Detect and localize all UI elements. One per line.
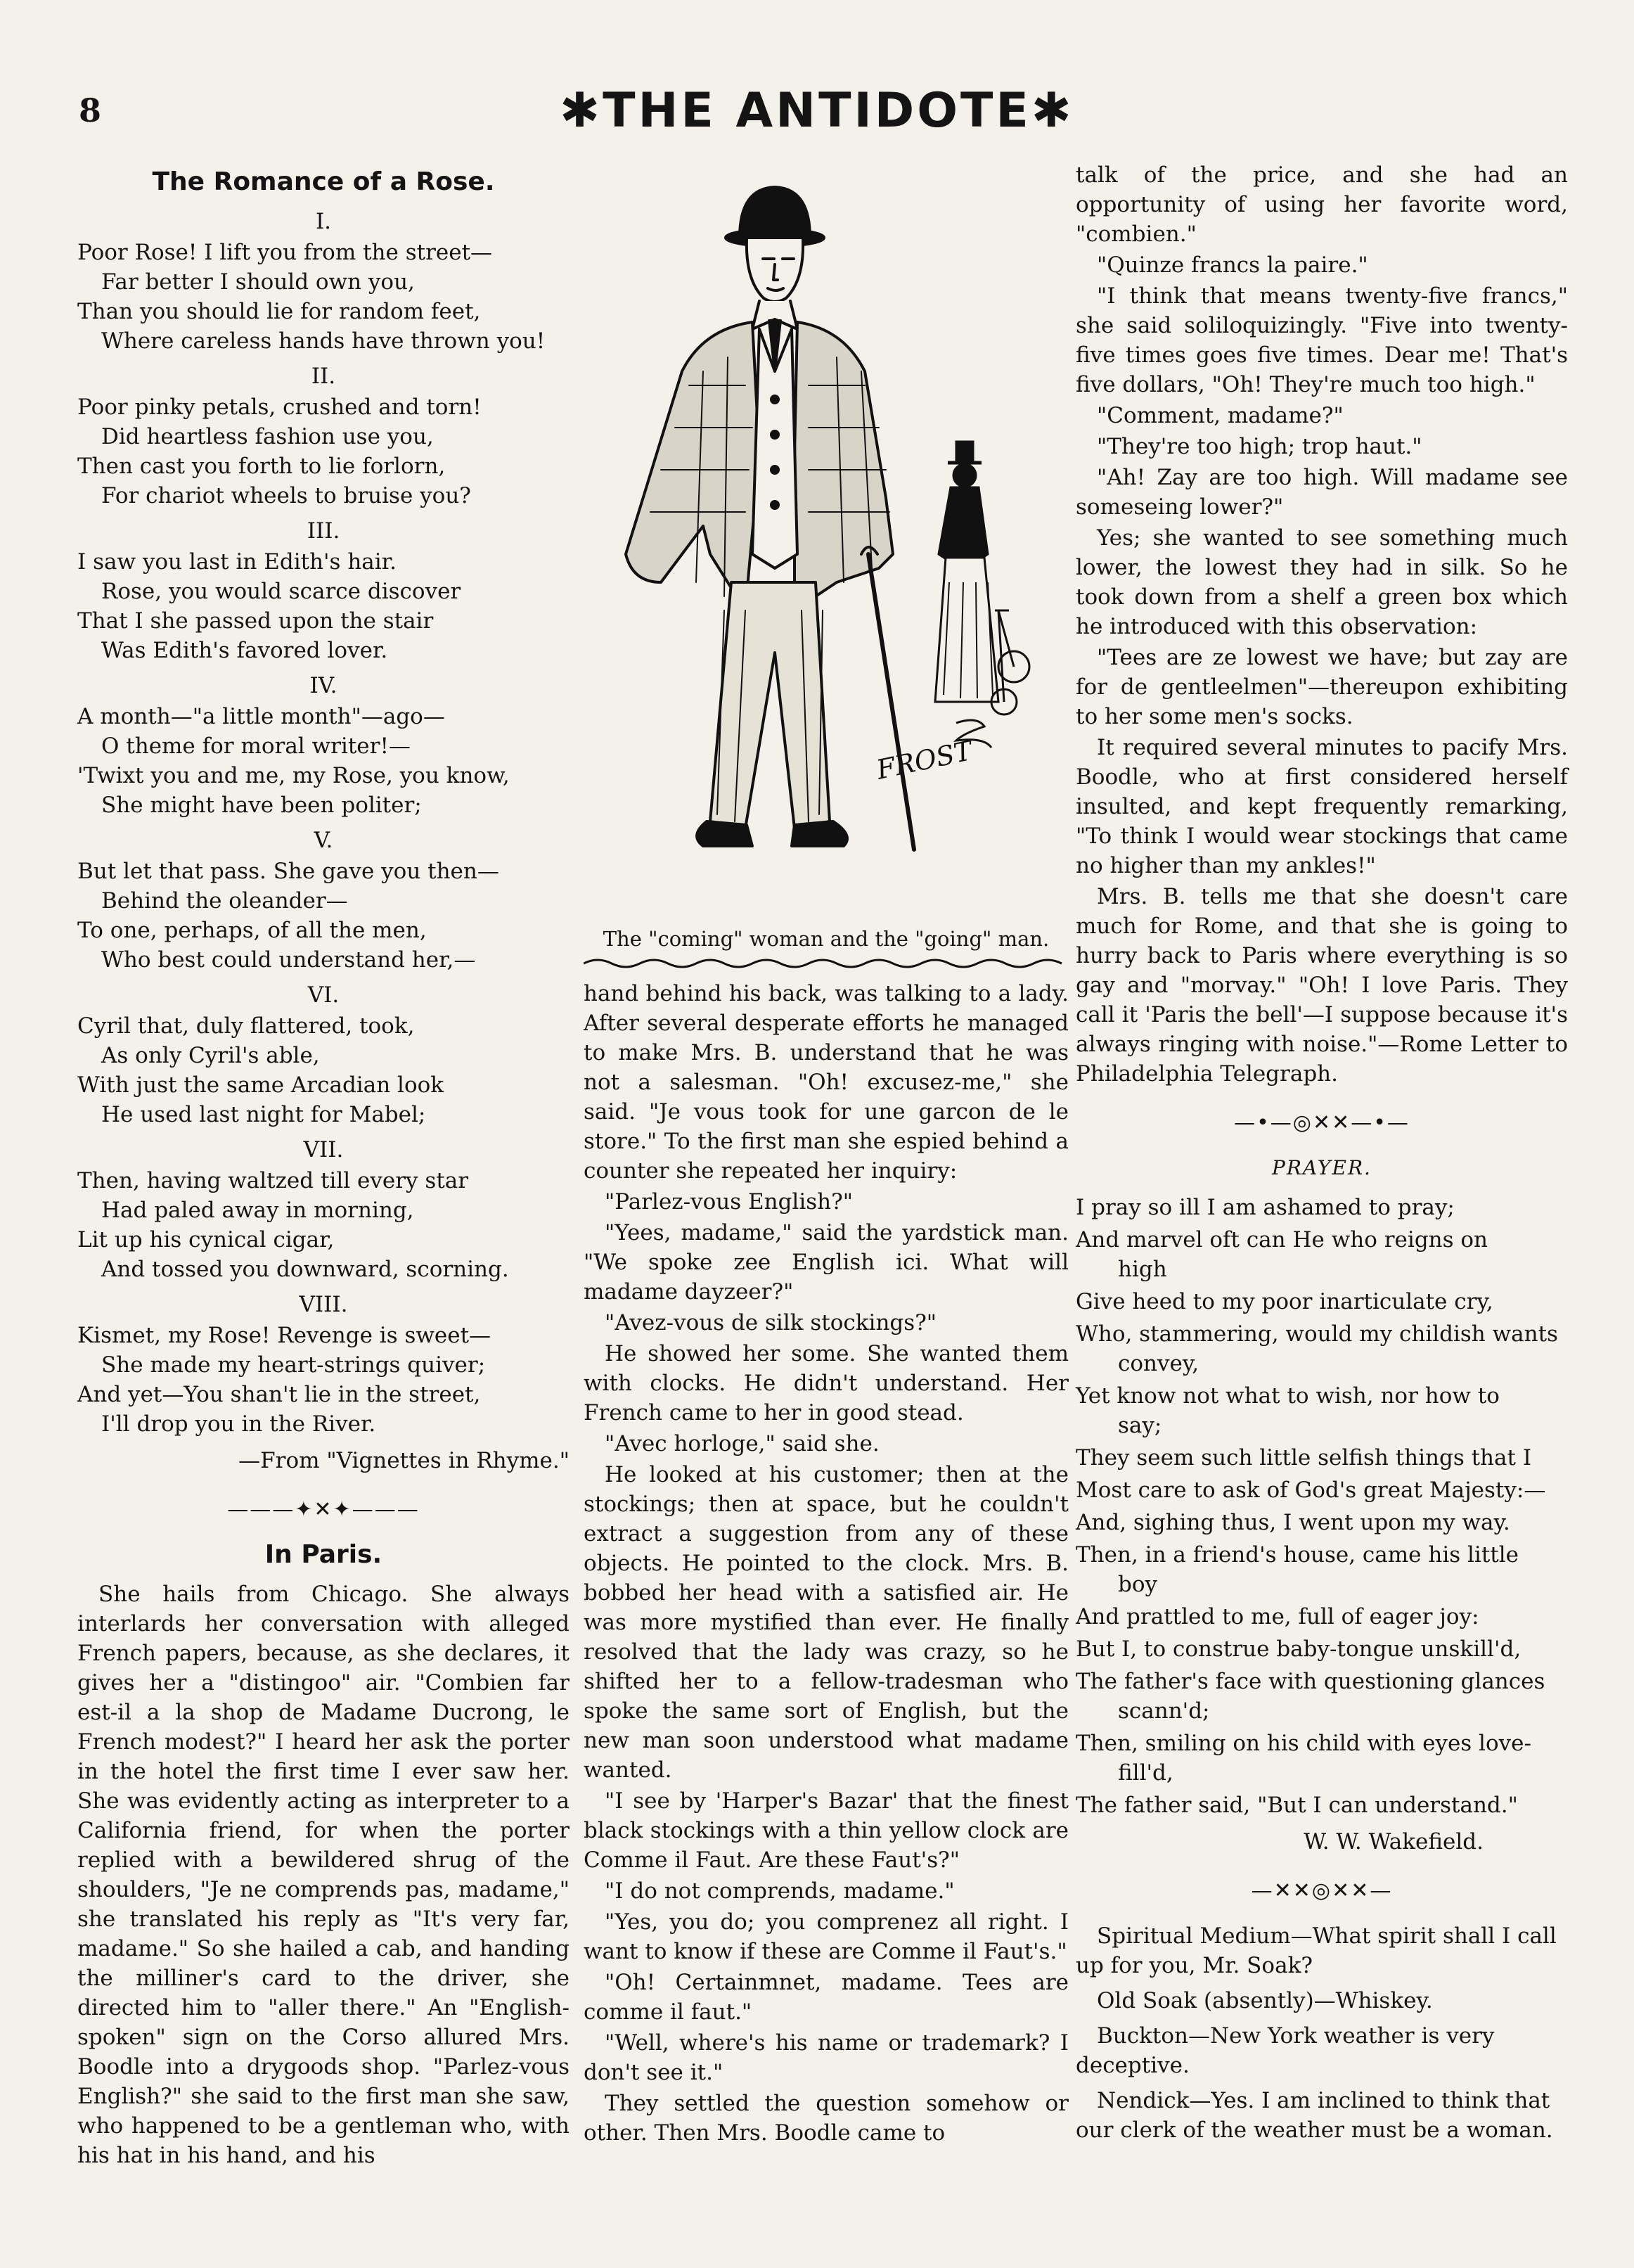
article-body-left [77, 1580, 570, 2170]
article-paragraph: "Yes, you do; you comprenez all right. I want to know if these are Comme il Faut's." [584, 1909, 1069, 1964]
ornament-divider: —•—◎✕✕—•— [1234, 1110, 1410, 1135]
illustration-drawing [584, 160, 1069, 920]
prayer-line: The father's face with questioning glances [1076, 1669, 1545, 1694]
article-body-middle [584, 979, 1069, 2148]
prayer-line: The father said, "But I can understand." [1076, 1793, 1518, 1818]
poem-line: A month—"a little month"—ago— [77, 704, 445, 729]
poem-line: Than you should lie for random feet, [77, 299, 481, 324]
poem-line: Where careless hands have thrown you! [101, 328, 546, 354]
prayer-line: say; [1118, 1413, 1162, 1438]
article-paragraph: He showed her some. She wanted them with clocks. He didn't understand. Her French came to her in good stead. [584, 1341, 1069, 1425]
poem-line: Behind the oleander— [101, 888, 348, 914]
poem-line: And tossed you downward, scorning. [101, 1257, 509, 1282]
prayer-line: scann'd; [1118, 1698, 1210, 1724]
prayer-line: They seem such little selfish things that I [1076, 1445, 1532, 1471]
prayer-line: And marvel oft can He who reigns on [1076, 1227, 1488, 1252]
prayer-line: fill'd, [1118, 1760, 1173, 1786]
joke-line: Old Soak (absently)—Whiskey. [1097, 1988, 1433, 2013]
prayer-title: PRAYER. [1272, 1156, 1372, 1179]
prayer-line: convey, [1118, 1351, 1199, 1376]
article-paragraph: "Comment, madame?" [1097, 403, 1344, 428]
poem-line: Did heartless fashion use you, [101, 424, 434, 449]
poem-line: Then cast you forth to lie forlorn, [77, 454, 446, 479]
poem-line: That I she passed upon the stair [77, 608, 434, 634]
article-title: In Paris. [264, 1540, 382, 1569]
article-paragraph: "Parlez-vous English?" [605, 1189, 854, 1215]
prayer-line: Then, smiling on his child with eyes love- [1076, 1731, 1531, 1756]
poem-line: I saw you last in Edith's hair. [77, 549, 397, 575]
prayer-poem [1076, 1193, 1568, 1820]
jacket-left [626, 322, 759, 610]
trousers [710, 582, 830, 828]
article-paragraph: "Well, where's his name or trademark? I don't see it." [584, 2030, 1069, 2085]
article-paragraph: "They're too high; trop haut." [1097, 434, 1422, 459]
poem-line: Had paled away in morning, [101, 1198, 414, 1223]
prayer-line: Then, in a friend's house, came his little [1076, 1542, 1519, 1568]
poem-line: Cyril that, duly flattered, took, [77, 1013, 415, 1039]
poem-line: Far better I should own you, [101, 269, 415, 295]
illustration-caption: The "coming" woman and the "going" man. [603, 927, 1050, 951]
prayer-line: But I, to construe baby-tongue unskill'd, [1076, 1636, 1522, 1662]
article-paragraph: It required several minutes to pacify Mrs. Boodle, who at first considered herself insulted, and kept frequently remarking, "To think I would wear stockings that came no higher than my ankles!" [1076, 735, 1568, 878]
poem-line: But let that pass. She gave you then— [77, 859, 499, 884]
article-paragraph: He looked at his customer; then at the stockings; then at space, but he couldn't extract a suggestion from any of these objects. He pointed to the clock. Mrs. B. bobbed her head with a satisfied air. He was more mystified than ever. He finally resolved that the lady was crazy, so he shifted her to a fellow-tradesman who spoke the same sort of English, but the new man soon understood what madame wanted. [584, 1462, 1069, 1783]
poem-line: To one, perhaps, of all the men, [77, 918, 427, 943]
article-paragraph: "I do not comprends, madame." [605, 1878, 955, 1904]
masthead: ✱THE ANTIDOTE✱ [560, 83, 1074, 139]
prayer-line: Who, stammering, would my childish wants [1076, 1321, 1558, 1347]
poem-line: Poor Rose! I lift you from the street— [77, 240, 493, 265]
poem [77, 207, 570, 1439]
article-paragraph: hand behind his back, was talking to a lady. After several desperate efforts he managed to make Mrs. B. understand that he was not a salesman. "Oh! excusez-me," she said. "Je vous took for une garcon de le store." To the first man she espied behind a counter she repeated her inquiry: [584, 981, 1069, 1184]
poem-line: Who best could understand her,— [101, 947, 476, 973]
article-paragraph: "I think that means twenty-five francs," she said soliloquizingly. "Five into twenty-five times goes five times. Dear me! That's five dollars, "Oh! They're much too high." [1076, 283, 1568, 397]
poem-line: She might have been politer; [101, 793, 422, 818]
poem-credit: —From "Vignettes in Rhyme." [238, 1448, 570, 1473]
article-body-right [1076, 160, 1568, 1089]
page-number: 8 [79, 91, 102, 129]
article-paragraph: "Yees, madame," said the yardstick man. "We spoke zee English ici. What will madame dayzeer?" [584, 1220, 1069, 1305]
stanza-number: IV. [309, 673, 337, 698]
walking-cane [868, 554, 914, 850]
column-left [77, 160, 570, 2172]
article-paragraph: talk of the price, and she had an opportunity of using her favorite word, "combien." [1076, 162, 1568, 247]
poem-line: As only Cyril's able, [101, 1043, 320, 1068]
poem-line: Then, having waltzed till every star [77, 1168, 469, 1193]
poem-line: Rose, you would scarce discover [101, 579, 461, 604]
column-right [1076, 160, 1568, 2151]
poem-line: He used last night for Mabel; [101, 1102, 426, 1127]
poem-line: And yet—You shan't lie in the street, [77, 1382, 481, 1407]
prayer-line: boy [1118, 1572, 1158, 1597]
wavy-rule [584, 954, 1069, 972]
joke-line: Buckton—New York weather is very deceptive. [1076, 2023, 1495, 2078]
woman-head [953, 464, 976, 487]
article-paragraph: She hails from Chicago. She always interlards her conversation with alleged French papers, because, as she declares, it gives her a "distingoo" air. "Combien far est-il a la shop de Madame Ducrong, le French modest?" I heard her ask the porter in the hotel the first time I ever saw her. She was evidently acting as interpreter to a California friend, for when the porter replied with a bewildered shrug of the shoulders, "Je ne comprends pas, madame," she translated his reply as "It's very far, madame." So she hailed a cab, and handing the milliner's card to the driver, she directed him to "aller there." An "English-spoken" sign on the Corso allured Mrs. Boodle into a drygoods shop. "Parlez-vous English?" she said to the first man she saw, who happened to be a gentleman who, with his hat in his hand, and his [77, 1582, 570, 2168]
poem-line: With just the same Arcadian look [77, 1072, 444, 1098]
poem-line: For chariot wheels to bruise you? [101, 483, 471, 508]
prayer-author: W. W. Wakefield. [1304, 1829, 1484, 1854]
prayer-line: high [1118, 1257, 1167, 1282]
prayer-line: I pray so ill I am ashamed to pray; [1076, 1195, 1455, 1220]
poem-line: 'Twixt you and me, my Rose, you know, [77, 763, 510, 788]
article-paragraph: "Tees are ze lowest we have; but zay are for de gentleelmen"—thereupon exhibiting to her some men's socks. [1076, 645, 1568, 729]
prayer-line: Yet know not what to wish, nor how to [1076, 1383, 1500, 1409]
artist-signature: FROST [873, 735, 975, 786]
column-middle [584, 160, 1069, 2149]
article-paragraph: They settled the question somehow or other. Then Mrs. Boodle came to [584, 2091, 1069, 2146]
prayer-line: Give heed to my poor inarticulate cry, [1076, 1289, 1493, 1314]
poem-line: O theme for moral writer!— [101, 733, 411, 759]
poem-line: Kismet, my Rose! Revenge is sweet— [77, 1323, 491, 1348]
poem-line: Lit up his cynical cigar, [77, 1227, 335, 1252]
ornament-divider: ———✦✕✦——— [227, 1497, 420, 1522]
article-paragraph: "Oh! Certainmnet, madame. Tees are comme il faut." [584, 1970, 1069, 2025]
shoe-left [697, 821, 752, 846]
woman-coat [939, 487, 988, 561]
poem-title: The Romance of a Rose. [152, 167, 495, 196]
stanza-number: VIII. [299, 1292, 348, 1317]
prayer-line: And prattled to me, full of eager joy: [1076, 1604, 1479, 1629]
article-paragraph: "Avez-vous de silk stockings?" [605, 1310, 937, 1335]
prayer-line: And, sighing thus, I went upon my way. [1076, 1510, 1510, 1535]
article-paragraph: Yes; she wanted to see something much lower, the lowest they had in silk. So he took down from a shelf a green box which he introduced with this observation: [1076, 525, 1568, 639]
bowler-hat-crown [740, 187, 810, 238]
stanza-number: VI. [307, 982, 340, 1008]
article-paragraph: Mrs. B. tells me that she doesn't care much for Rome, and that she is going to hurry back to Paris where everything is so gay and "morvay." "Oh! I love Paris. They call it 'Paris the bell'—I suppose because it's always ringing with noise."—Rome Letter to Philadelphia Telegraph. [1076, 884, 1568, 1087]
woman-hat [956, 442, 973, 463]
article-paragraph: "Quinze francs la paire." [1097, 252, 1368, 278]
ornament-divider: —✕✕◎✕✕— [1251, 1878, 1393, 1903]
stanza-number: II. [311, 364, 336, 389]
stanza-number: V. [314, 828, 333, 853]
poem-line: She made my heart-strings quiver; [101, 1352, 486, 1378]
joke-line: Nendick—Yes. I am inclined to think that our clerk of the weather must be a woman. [1076, 2088, 1553, 2143]
stanza-number: I. [315, 209, 332, 234]
stanza-number: VII. [303, 1137, 344, 1162]
article-paragraph: "Avec horloge," said she. [605, 1431, 880, 1456]
illustration [584, 160, 1069, 920]
shoe-right [792, 821, 847, 846]
article-paragraph: "I see by 'Harper's Bazar' that the finest black stockings with a thin yellow clock are Comme il Faut. Are these Faut's?" [584, 1788, 1069, 1873]
prayer-line: Most care to ask of God's great Majesty:— [1076, 1478, 1546, 1503]
jokes [1076, 1921, 1568, 2145]
article-paragraph: "Ah! Zay are too high. Will madame see someseing lower?" [1076, 465, 1568, 520]
poem-line: Was Edith's favored lover. [101, 638, 388, 663]
poem-line: I'll drop you in the River. [101, 1411, 376, 1437]
poem-line: Poor pinky petals, crushed and torn! [77, 395, 482, 420]
joke-line: Spiritual Medium—What spirit shall I call up for you, Mr. Soak? [1076, 1923, 1557, 1978]
stanza-number: III. [307, 518, 340, 544]
